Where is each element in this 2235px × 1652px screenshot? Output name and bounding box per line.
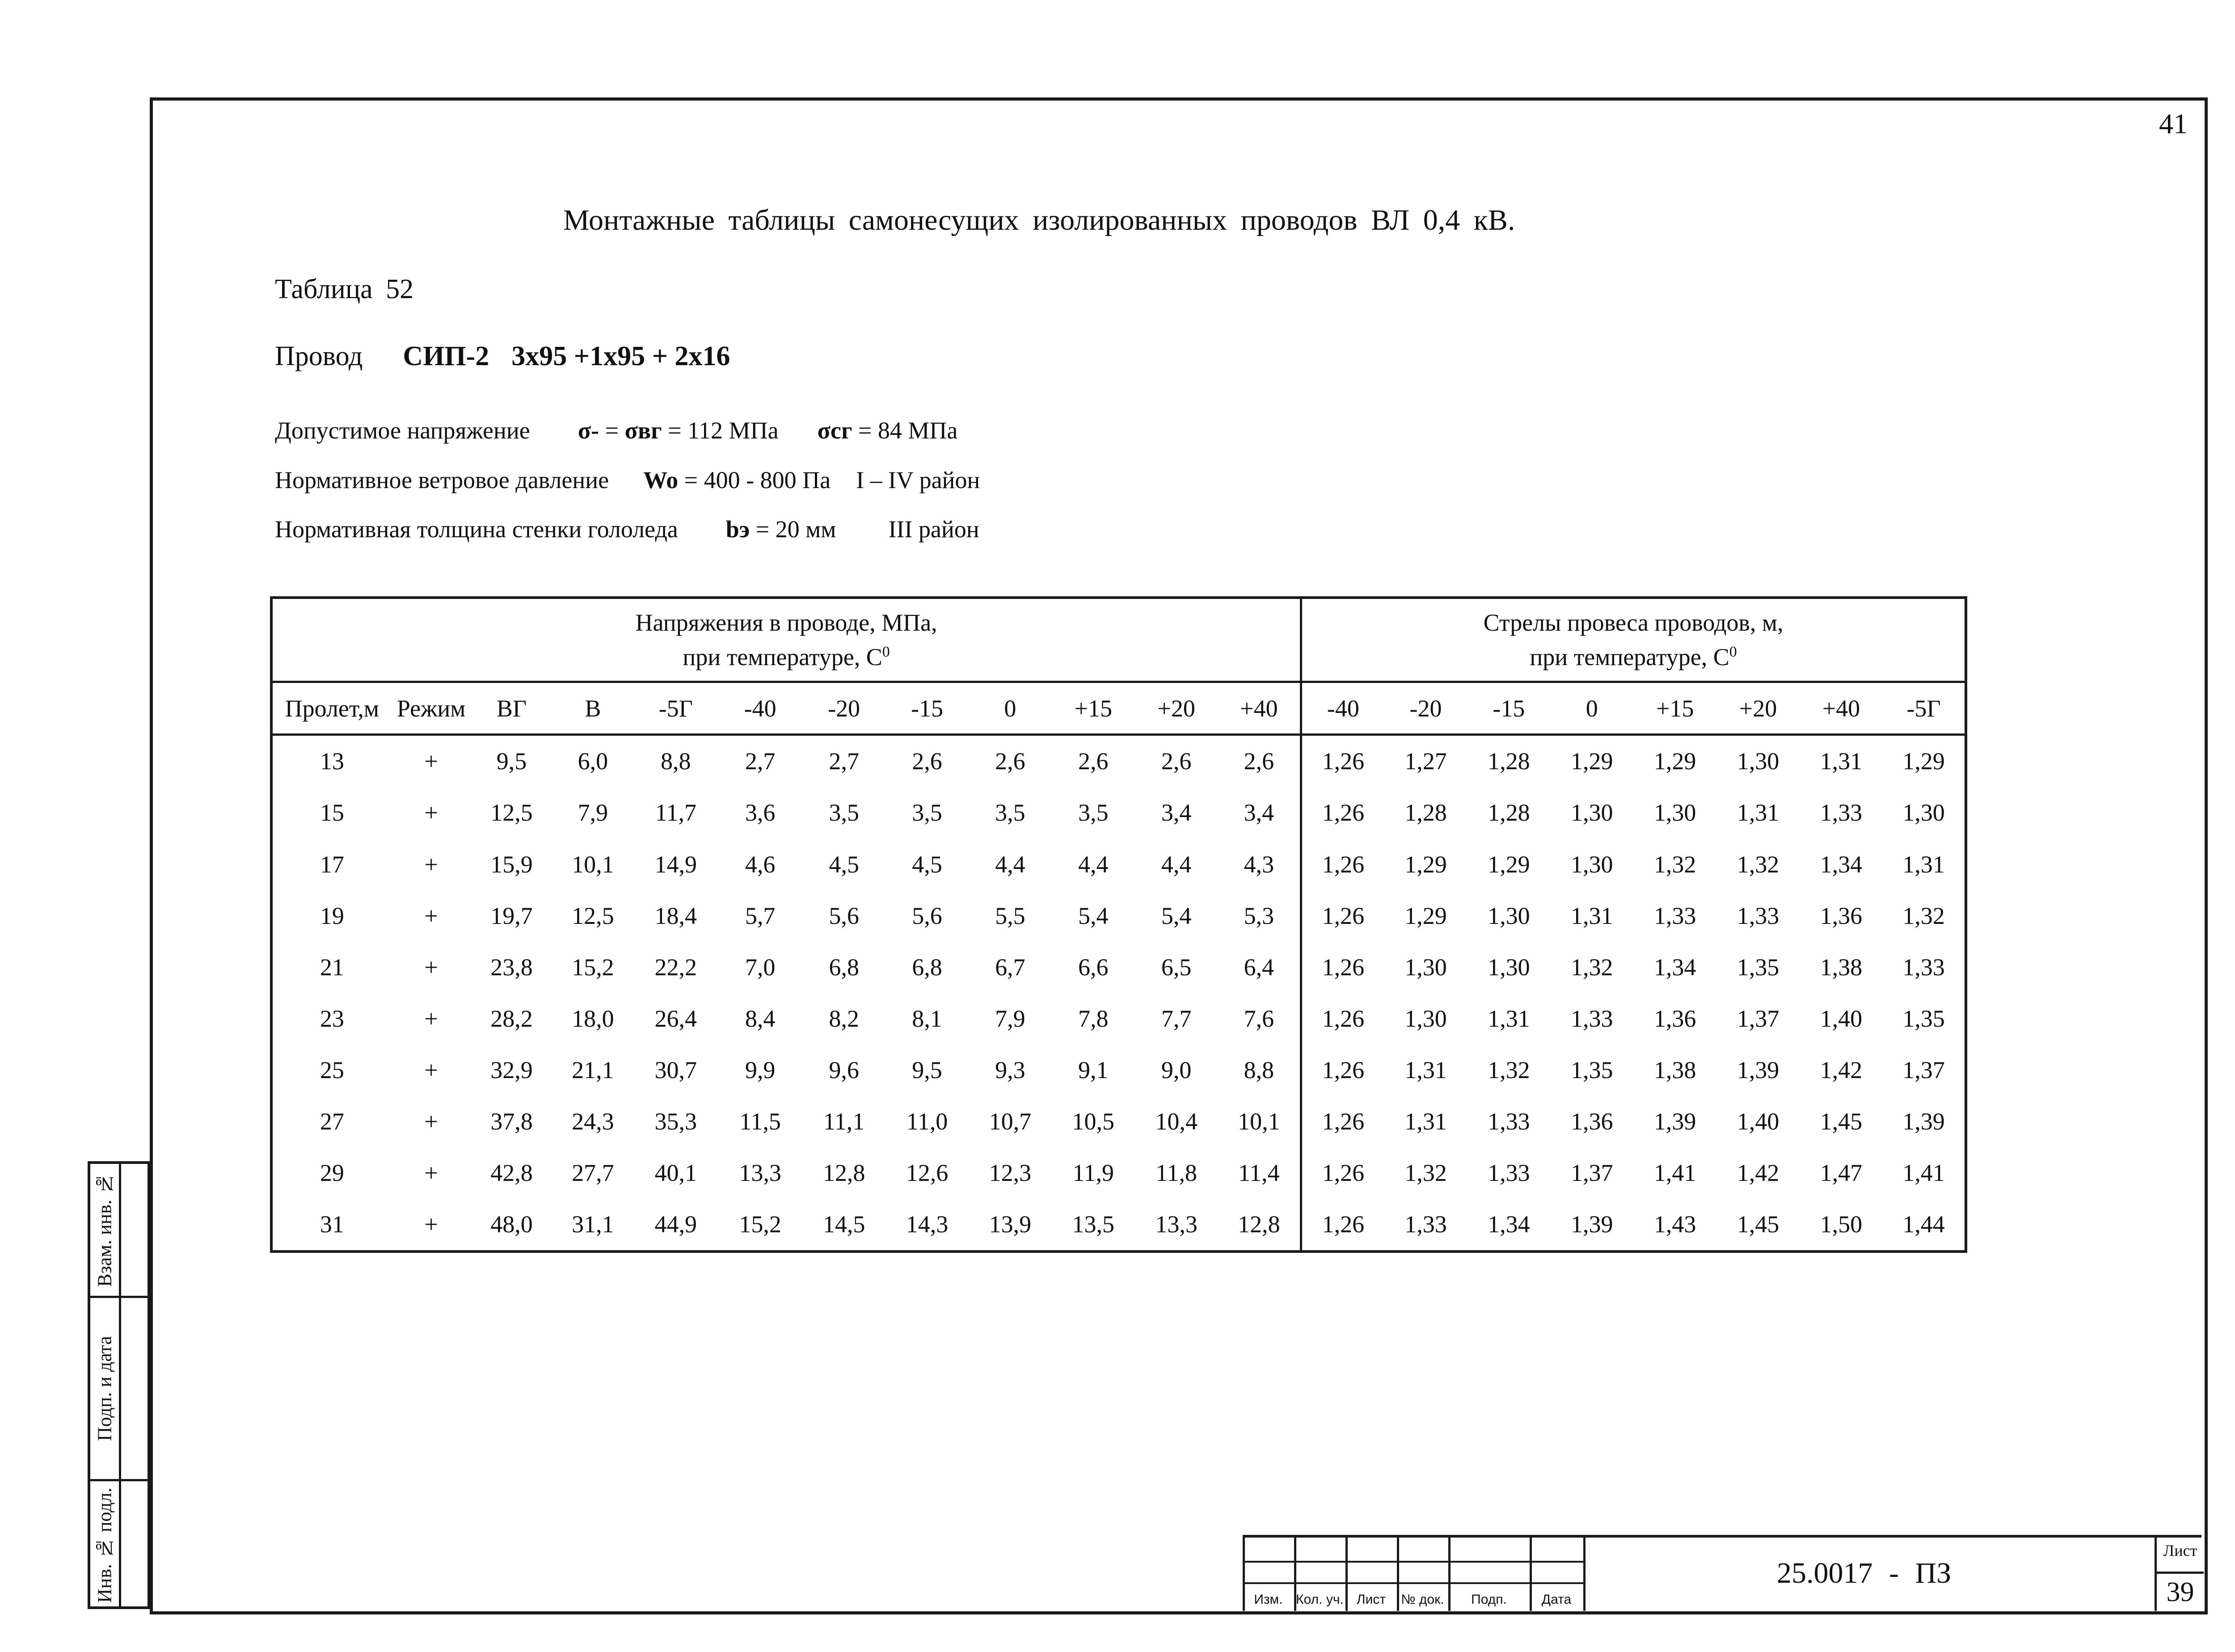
table-cell: 29	[320, 1159, 344, 1187]
table-cell: 18,4	[654, 902, 697, 929]
column-header: +40	[1218, 682, 1301, 734]
table-cell: 9,6	[829, 1057, 859, 1083]
table-cell: 9,9	[745, 1057, 776, 1083]
table-cell: +	[424, 1159, 438, 1187]
sheet-number: 39	[2157, 1572, 2204, 1608]
table-cell: 1,28	[1488, 799, 1530, 826]
table-row	[271, 787, 1966, 839]
wind-symbol: Wo	[643, 467, 679, 493]
table-cell: 40,1	[654, 1159, 697, 1187]
table-cell: 31,1	[572, 1211, 614, 1238]
table-cell: 1,30	[1404, 953, 1447, 981]
revision-grid	[1243, 1538, 1583, 1611]
column-header: -20	[1384, 682, 1468, 734]
wind-label: Нормативное ветровое давление	[275, 467, 609, 493]
table-cell: 10,4	[1155, 1108, 1198, 1135]
table-cell: 4,6	[745, 851, 776, 878]
table-cell: 1,26	[1322, 902, 1365, 929]
table-cell: 1,26	[1322, 748, 1365, 775]
column-header: Пролет,м	[271, 682, 392, 734]
table-cell: +	[424, 902, 438, 929]
table-cell: 11,8	[1155, 1159, 1197, 1187]
table-cell: 1,34	[1653, 953, 1696, 981]
table-cell: 1,35	[1902, 1005, 1945, 1032]
table-column-header	[271, 682, 1966, 734]
table-cell: 1,40	[1737, 1108, 1780, 1135]
table-cell: 15,2	[572, 953, 614, 981]
table-cell: 28,2	[490, 1005, 533, 1032]
column-header: -15	[1467, 682, 1550, 734]
table-cell: 1,42	[1737, 1159, 1780, 1187]
table-cell: 1,39	[1737, 1057, 1780, 1083]
table-cell: 12,5	[572, 902, 614, 929]
table-cell: 1,36	[1820, 902, 1863, 929]
column-header: Режим	[392, 682, 471, 734]
table-cell: 2,6	[1218, 734, 1301, 787]
table-cell: 2,6	[1161, 748, 1192, 775]
table-cell: 14,9	[654, 851, 697, 878]
ice-symbol: bэ	[725, 516, 750, 543]
installation-table	[270, 596, 1967, 1253]
sidebar-cell-inventory	[90, 1481, 148, 1612]
table-cell: 1,35	[1737, 953, 1780, 981]
table-cell: 11,1	[823, 1108, 865, 1135]
table-cell: 1,31	[1488, 1005, 1530, 1032]
sag-group-line1: Стрелы провеса проводов, м,	[1483, 609, 1784, 636]
ice-thickness-line	[275, 515, 979, 543]
table-cell: 1,30	[1488, 953, 1530, 981]
column-header: +20	[1135, 682, 1218, 734]
table-cell: 1,33	[1571, 1005, 1613, 1032]
document-code: 25.0017 - ПЗ	[1777, 1557, 1952, 1589]
document-title: Монтажные таблицы самонесущих изолированных проводов ВЛ 0,4 кВ.	[563, 204, 1515, 236]
table-cell: 14,3	[906, 1211, 949, 1238]
table-cell: 37,8	[490, 1108, 533, 1135]
table-cell: 1,32	[1404, 1159, 1447, 1187]
rev-label-docno: № док.	[1401, 1592, 1444, 1607]
table-cell: 1,33	[1820, 799, 1863, 826]
table-cell: 19	[320, 902, 344, 929]
table-cell: 15,9	[490, 851, 533, 878]
table-cell: 2,6	[912, 748, 942, 775]
table-cell: 3,6	[745, 799, 776, 826]
table-cell: 13,9	[989, 1211, 1032, 1238]
table-cell: 2,7	[745, 748, 776, 775]
column-header: +40	[1800, 682, 1883, 734]
table-cell: 11,7	[655, 799, 696, 826]
column-header: -20	[802, 682, 886, 734]
stress-value-1: = 112 МПа	[668, 417, 779, 444]
table-cell: 3,5	[912, 799, 942, 826]
table-cell: 42,8	[490, 1159, 533, 1187]
table-cell: 1,44	[1902, 1211, 1945, 1238]
table-cell: 8,2	[829, 1005, 859, 1032]
table-cell: 1,37	[1902, 1057, 1945, 1083]
table-row	[271, 1044, 1966, 1096]
page-number: 41	[2159, 108, 2188, 139]
table-cell: 2,7	[829, 748, 859, 775]
wind-value: = 400 - 800 Па	[684, 467, 831, 493]
table-cell: +	[424, 799, 438, 826]
table-cell: 3,4	[1218, 787, 1301, 839]
table-cell: 9,1	[1078, 1057, 1109, 1083]
table-cell: 2,6	[1078, 748, 1109, 775]
rev-label-sheet: Лист	[1356, 1592, 1386, 1607]
table-cell: 3,4	[1161, 799, 1192, 826]
sidebar-label-replacement: Взам. инв. №	[93, 1173, 116, 1287]
table-cell: 8,4	[745, 1005, 776, 1032]
table-cell: 1,26	[1322, 1057, 1365, 1083]
table-cell: 7,9	[578, 799, 608, 826]
table-cell: 5,4	[1161, 902, 1192, 929]
ice-region: III район	[888, 516, 979, 543]
table-cell: 10,1	[572, 851, 614, 878]
table-cell: +	[424, 1005, 438, 1032]
table-cell: 11,5	[739, 1108, 781, 1135]
stress-symbol-2: σвг	[624, 417, 662, 444]
wire-spec: 3х95 +1х95 + 2х16	[511, 341, 730, 371]
table-row	[271, 941, 1966, 993]
table-cell: 14,5	[822, 1211, 865, 1238]
table-cell: 1,29	[1404, 902, 1447, 929]
table-cell: 6,8	[912, 953, 942, 981]
rev-label-change: Изм.	[1254, 1592, 1283, 1607]
table-cell: 10,5	[1072, 1108, 1114, 1135]
table-cell: 12,6	[906, 1159, 949, 1187]
table-cell: 10,7	[989, 1108, 1032, 1135]
table-cell: 1,32	[1571, 953, 1613, 981]
table-cell: 4,4	[1161, 851, 1192, 878]
table-cell: 4,5	[829, 851, 859, 878]
sidebar-cell-replacement	[90, 1164, 148, 1298]
table-row	[271, 734, 1966, 787]
table-cell: 9,5	[496, 748, 527, 775]
table-cell: 1,30	[1571, 851, 1613, 878]
column-header: -40	[718, 682, 802, 734]
rev-label-signature: Подп.	[1471, 1592, 1507, 1607]
stress-group-degree: 0	[882, 644, 890, 661]
table-cell: 8,8	[1218, 1044, 1301, 1096]
ice-value: = 20 мм	[755, 516, 836, 543]
column-header: 0	[1550, 682, 1633, 734]
table-cell: 1,33	[1902, 953, 1945, 981]
table-cell: 5,3	[1218, 890, 1301, 941]
table-cell: +	[424, 748, 438, 775]
table-cell: 1,32	[1488, 1057, 1530, 1083]
table-cell: 13,5	[1072, 1211, 1114, 1238]
column-header: +15	[1052, 682, 1135, 734]
table-cell: 31	[320, 1211, 344, 1238]
table-cell: 1,30	[1488, 902, 1530, 929]
table-cell: 1,41	[1653, 1159, 1696, 1187]
table-cell: 7,9	[995, 1005, 1025, 1032]
sag-group-header	[1301, 598, 1966, 682]
wind-pressure-line	[275, 466, 980, 494]
table-cell: 1,39	[1571, 1211, 1613, 1238]
table-cell: 1,26	[1322, 799, 1365, 826]
table-cell: 1,26	[1322, 1005, 1365, 1032]
table-cell: 1,36	[1571, 1108, 1613, 1135]
ice-label: Нормативная толщина стенки гололеда	[275, 516, 678, 543]
table-cell: 4,4	[995, 851, 1025, 878]
column-header: ВГ	[471, 682, 552, 734]
table-cell: 1,41	[1902, 1159, 1945, 1187]
table-cell: +	[424, 953, 438, 981]
table-cell: 1,30	[1404, 1005, 1447, 1032]
table-cell: 5,6	[829, 902, 859, 929]
table-cell: 44,9	[654, 1211, 697, 1238]
table-cell: 1,33	[1404, 1211, 1447, 1238]
table-cell: 11,4	[1218, 1147, 1301, 1199]
table-cell: 6,5	[1161, 953, 1192, 981]
table-cell: 8,8	[660, 748, 691, 775]
wire-type: СИП-2	[403, 341, 489, 371]
table-cell: 1,26	[1322, 1108, 1365, 1135]
table-cell: 35,3	[654, 1108, 697, 1135]
wire-label: Провод	[275, 341, 363, 371]
table-cell: 1,50	[1820, 1211, 1863, 1238]
stress-symbol-1: σ-	[578, 417, 599, 444]
table-cell: 12,3	[989, 1159, 1032, 1187]
table-cell: 1,29	[1902, 748, 1945, 775]
table-cell: 1,37	[1571, 1159, 1613, 1187]
table-cell: 2,6	[995, 748, 1025, 775]
table-cell: 1,45	[1737, 1211, 1780, 1238]
stress-group-line2: при температуре, С	[683, 644, 882, 671]
table-cell: 6,0	[578, 748, 608, 775]
table-cell: 13,3	[739, 1159, 781, 1187]
table-row	[271, 890, 1966, 941]
table-cell: 12,8	[1218, 1199, 1301, 1252]
table-cell: 1,31	[1902, 851, 1945, 878]
column-header: 0	[969, 682, 1052, 734]
table-cell: 1,30	[1653, 799, 1696, 826]
table-cell: 32,9	[490, 1057, 533, 1083]
stress-group-header	[271, 598, 1301, 682]
table-cell: 1,30	[1902, 799, 1945, 826]
table-cell: 27	[320, 1108, 344, 1135]
table-cell: 7,7	[1161, 1005, 1192, 1032]
table-cell: 1,40	[1820, 1005, 1863, 1032]
table-cell: 5,7	[745, 902, 776, 929]
table-cell: 1,30	[1737, 748, 1780, 775]
table-cell: 1,33	[1488, 1159, 1530, 1187]
wind-region: I – IV район	[856, 467, 980, 493]
table-cell: 26,4	[654, 1005, 697, 1032]
table-cell: 1,31	[1737, 799, 1780, 826]
table-cell: 30,7	[654, 1057, 697, 1083]
table-cell: 4,3	[1218, 839, 1301, 890]
table-row	[271, 1096, 1966, 1147]
table-cell: 1,33	[1737, 902, 1780, 929]
table-cell: 1,31	[1404, 1108, 1447, 1135]
table-cell: 1,32	[1737, 851, 1780, 878]
approval-sidebar	[88, 1161, 150, 1609]
sidebar-cell-signature	[90, 1298, 148, 1481]
table-cell: +	[424, 1108, 438, 1135]
table-cell: 15	[320, 799, 344, 826]
table-cell: 1,34	[1820, 851, 1863, 878]
table-cell: 18,0	[572, 1005, 614, 1032]
table-cell: 27,7	[572, 1159, 614, 1187]
table-cell: 6,7	[995, 953, 1025, 981]
table-cell: 8,1	[912, 1005, 942, 1032]
table-cell: 13	[320, 748, 344, 775]
table-cell: 5,5	[995, 902, 1025, 929]
table-cell: 1,32	[1653, 851, 1696, 878]
table-cell: 6,8	[829, 953, 859, 981]
column-header: -40	[1301, 682, 1384, 734]
table-cell: 19,7	[490, 902, 533, 929]
table-cell: 11,9	[1072, 1159, 1114, 1187]
table-cell: 24,3	[572, 1108, 614, 1135]
table-cell: 1,37	[1737, 1005, 1780, 1032]
table-cell: 21	[320, 953, 344, 981]
table-cell: 6,4	[1218, 941, 1301, 993]
stress-value-2: = 84 МПа	[858, 417, 958, 444]
title-block	[1243, 1535, 2201, 1611]
table-cell: 1,27	[1404, 748, 1447, 775]
table-cell: 1,39	[1902, 1108, 1945, 1135]
rev-label-date: Дата	[1541, 1592, 1572, 1607]
table-cell: 17	[320, 851, 344, 878]
table-cell: 11,0	[906, 1108, 948, 1135]
table-cell: 1,39	[1653, 1108, 1696, 1135]
table-cell: +	[424, 851, 438, 878]
table-body	[271, 734, 1966, 1252]
table-cell: 1,29	[1571, 748, 1613, 775]
table-cell: 1,32	[1902, 902, 1945, 929]
wire-line	[275, 341, 730, 372]
stress-symbol-3: σсг	[817, 417, 852, 444]
table-cell: 1,34	[1488, 1211, 1530, 1238]
table-cell: 9,5	[912, 1057, 942, 1083]
stress-eq: =	[605, 417, 619, 444]
table-row	[271, 1147, 1966, 1199]
table-cell: 3,5	[829, 799, 859, 826]
table-cell: 23	[320, 1005, 344, 1032]
sidebar-label-inventory: Инв. № подл.	[93, 1488, 116, 1603]
table-cell: 13,3	[1155, 1211, 1198, 1238]
table-cell: 1,26	[1322, 953, 1365, 981]
table-cell: 1,31	[1404, 1057, 1447, 1083]
table-cell: 1,35	[1571, 1057, 1613, 1083]
table-cell: 25	[320, 1057, 344, 1083]
table-cell: 1,29	[1404, 851, 1447, 878]
column-header: +15	[1633, 682, 1716, 734]
column-header: +20	[1716, 682, 1800, 734]
table-cell: +	[424, 1057, 438, 1083]
column-header: -5Г	[1883, 682, 1966, 734]
table-cell: 1,26	[1322, 851, 1365, 878]
table-cell: 7,6	[1218, 993, 1301, 1044]
table-row	[271, 1199, 1966, 1252]
table-cell: 9,0	[1161, 1057, 1192, 1083]
table-cell: 3,5	[995, 799, 1025, 826]
table-label: Таблица 52	[275, 274, 414, 304]
table-cell: 10,1	[1218, 1096, 1301, 1147]
sag-group-degree: 0	[1729, 644, 1737, 661]
table-cell: 1,29	[1488, 851, 1530, 878]
table-cell: 6,6	[1078, 953, 1109, 981]
table-cell: 1,26	[1322, 1211, 1365, 1238]
table-cell: 5,6	[912, 902, 942, 929]
table-cell: 1,28	[1404, 799, 1447, 826]
table-cell: 1,31	[1571, 902, 1613, 929]
stress-label: Допустимое напряжение	[275, 417, 530, 444]
rev-label-count: Кол. уч.	[1296, 1592, 1344, 1607]
table-cell: 21,1	[572, 1057, 614, 1083]
table-cell: 1,30	[1571, 799, 1613, 826]
column-header: -5Г	[633, 682, 718, 734]
table-cell: 1,33	[1488, 1108, 1530, 1135]
table-cell: 1,42	[1820, 1057, 1863, 1083]
table-cell: 1,29	[1653, 748, 1696, 775]
table-cell: 1,36	[1653, 1005, 1696, 1032]
table-cell: 1,33	[1653, 902, 1696, 929]
table-cell: 12,5	[490, 799, 533, 826]
column-header: -15	[886, 682, 969, 734]
table-cell: 1,45	[1820, 1108, 1863, 1135]
allowable-stress-line	[275, 417, 957, 444]
table-group-header	[271, 598, 1966, 682]
table-cell: 12,8	[822, 1159, 865, 1187]
column-header: В	[552, 682, 633, 734]
table-cell: 1,26	[1322, 1159, 1365, 1187]
table-cell: 1,31	[1820, 748, 1863, 775]
table-cell: 1,38	[1653, 1057, 1696, 1083]
table-cell: 5,4	[1078, 902, 1109, 929]
table-cell: 48,0	[490, 1211, 533, 1238]
table-cell: 7,0	[745, 953, 776, 981]
table-cell: 15,2	[739, 1211, 781, 1238]
table-cell: 3,5	[1078, 799, 1109, 826]
sag-group-line2: при температуре, С	[1530, 644, 1729, 671]
table-row	[271, 839, 1966, 890]
table-cell: 23,8	[490, 953, 533, 981]
sidebar-label-signature: Подп. и дата	[93, 1336, 116, 1441]
table-cell: 1,47	[1820, 1159, 1863, 1187]
stress-group-line1: Напряжения в проводе, МПа,	[635, 609, 937, 636]
table-cell: +	[424, 1211, 438, 1238]
table-cell: 9,3	[995, 1057, 1025, 1083]
table-cell: 1,43	[1653, 1211, 1696, 1238]
table-cell: 7,8	[1078, 1005, 1109, 1032]
table-cell: 1,28	[1488, 748, 1530, 775]
sheet-box	[2155, 1538, 2204, 1611]
table-cell: 22,2	[654, 953, 697, 981]
table-cell: 4,5	[912, 851, 942, 878]
table-cell: 4,4	[1078, 851, 1109, 878]
table-cell: 1,38	[1820, 953, 1863, 981]
sheet-label: Лист	[2163, 1542, 2197, 1559]
table-row	[271, 993, 1966, 1044]
